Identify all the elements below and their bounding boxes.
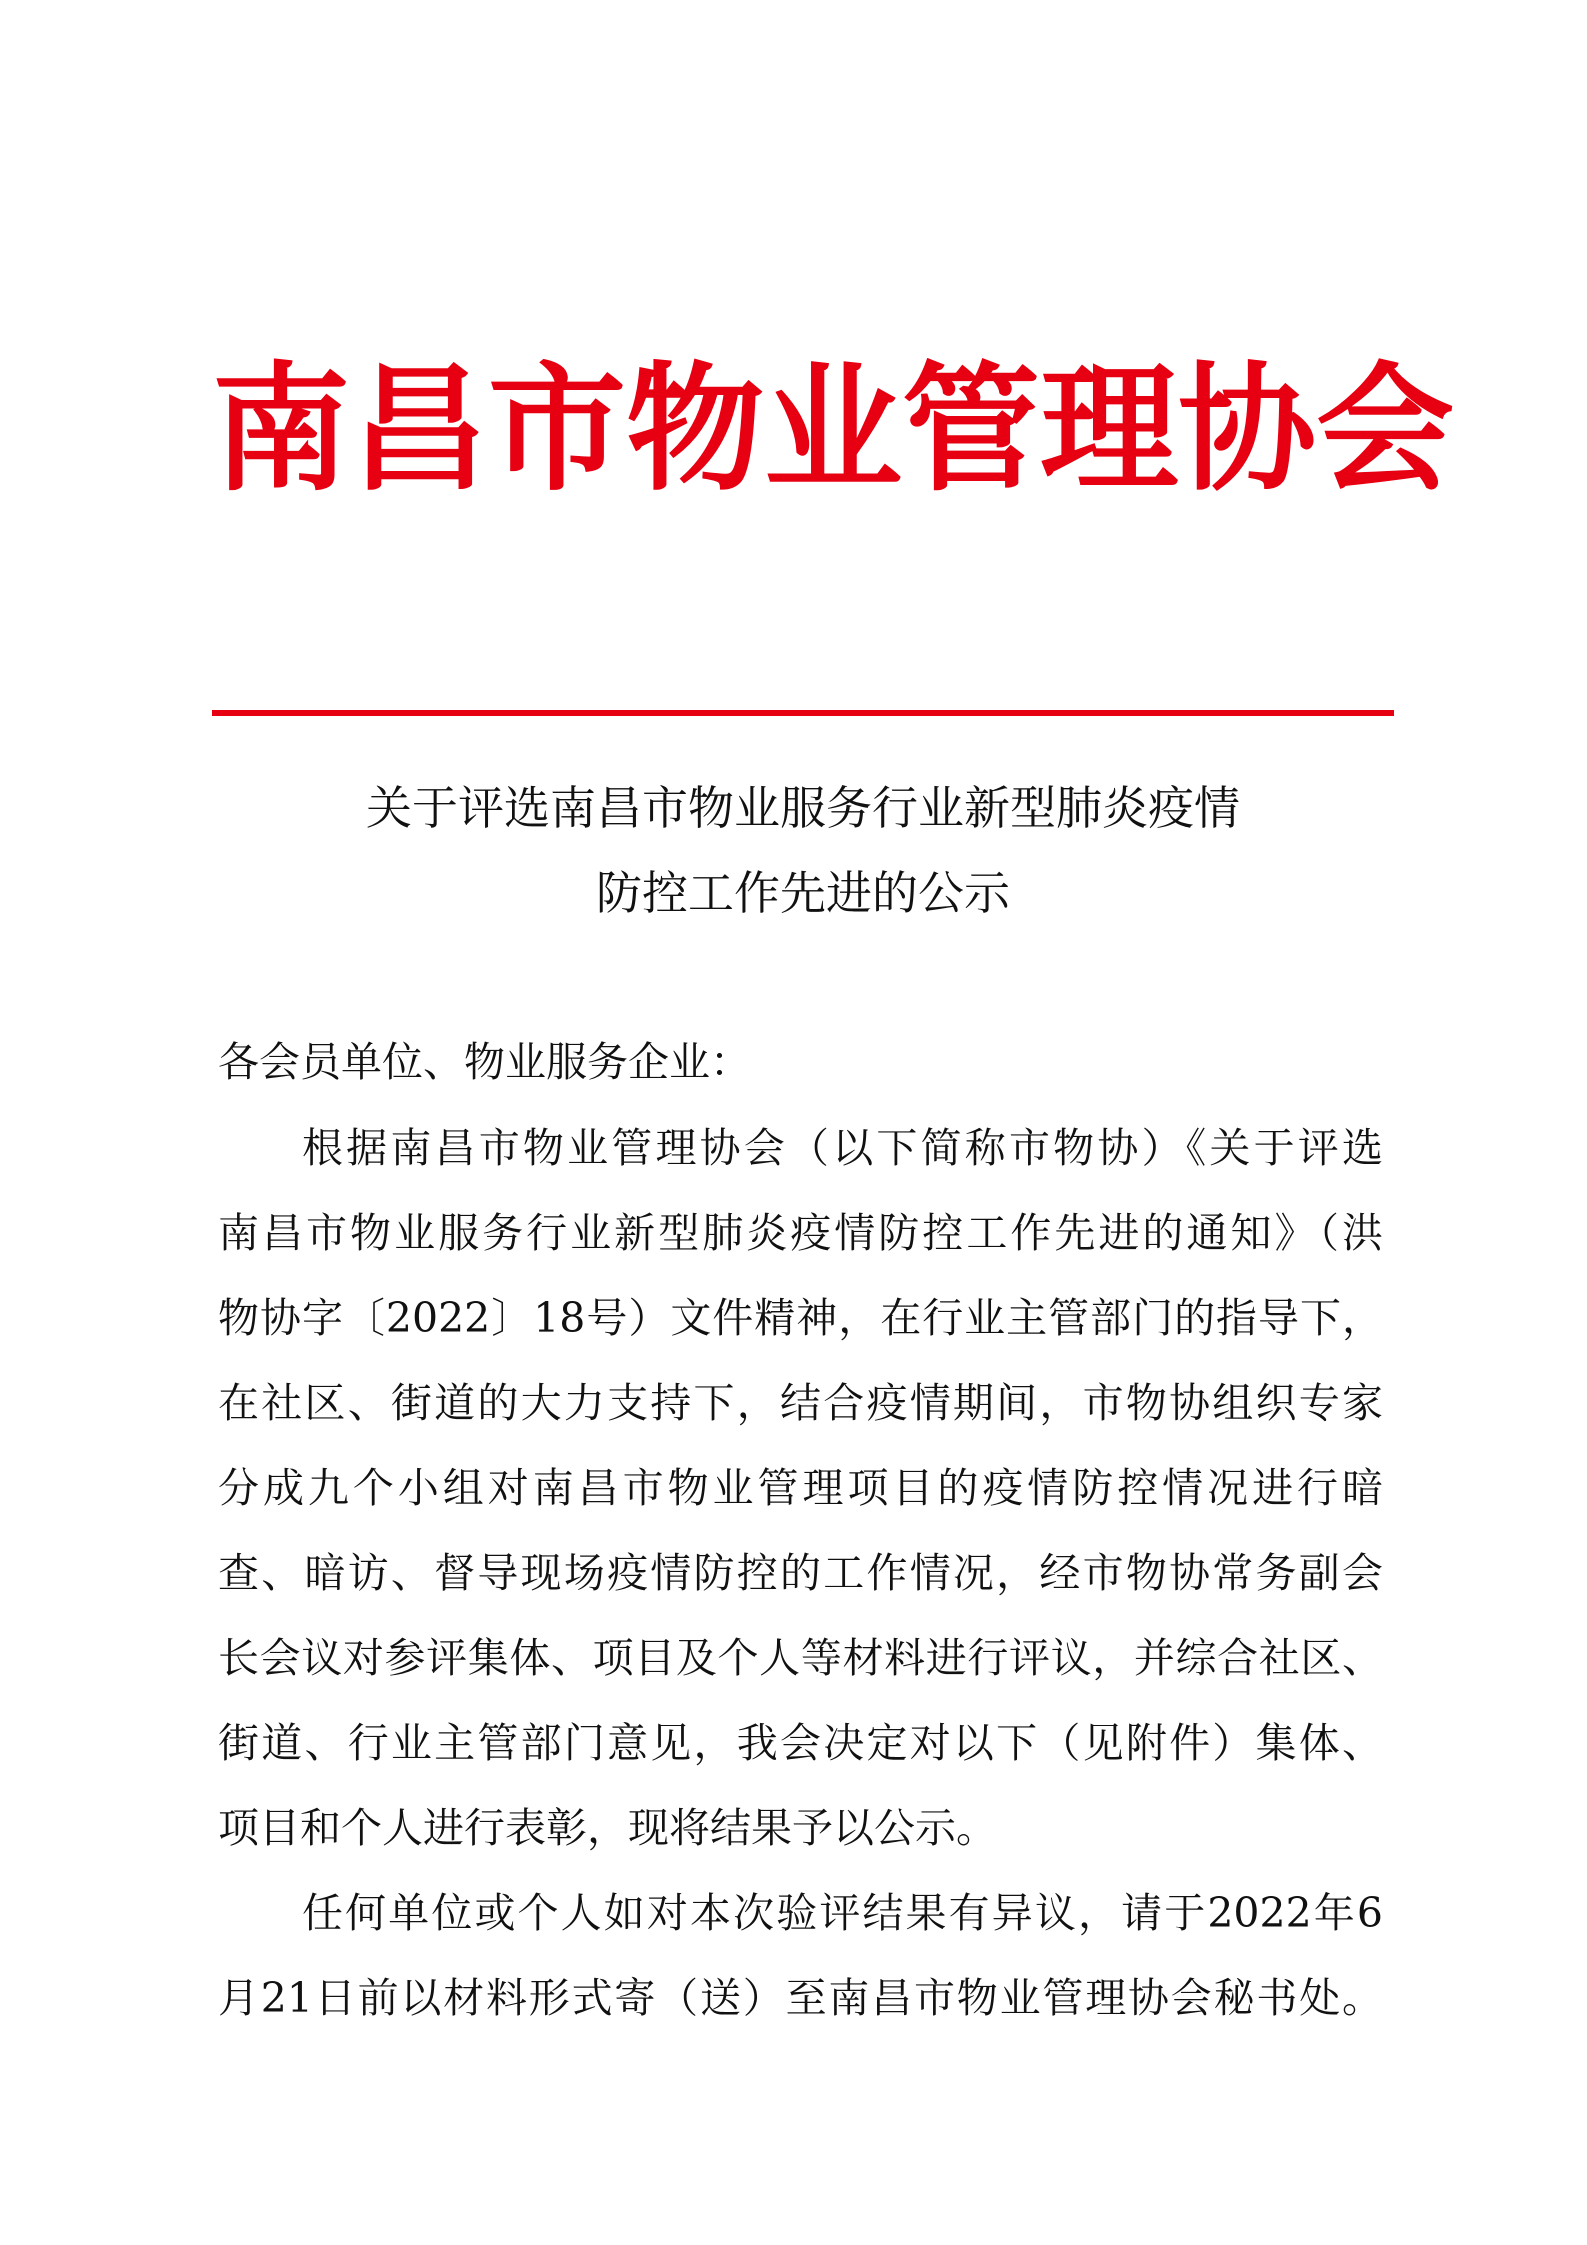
paragraph-1-line: 项目和个人进行表彰，现将结果予以公示。 (218, 1804, 997, 1852)
paragraph-1-line: 根据南昌市物业管理协会（以下简称市物协）《关于评选 (302, 1124, 1383, 1172)
letterhead-char: 物 (626, 349, 765, 510)
letterhead-char: 管 (902, 349, 1041, 510)
document-title-line-1: 关于评选南昌市物业服务行业新型肺炎疫情 (366, 781, 1240, 835)
paragraph-1-line: 物协字〔2022〕18号）文件精神，在行业主管部门的指导下， (218, 1294, 1383, 1342)
letterhead-title (212, 330, 1455, 530)
paragraph-2-line: 任何单位或个人如对本次验评结果有异议，请于2022年6 (302, 1889, 1383, 1937)
letterhead-char: 协 (1178, 349, 1317, 510)
letterhead-char: 市 (488, 349, 627, 510)
paragraph-1-line: 长会议对参评集体、项目及个人等材料进行评议，并综合社区、 (218, 1634, 1383, 1682)
letterhead-char: 南 (212, 349, 351, 510)
letterhead-divider (212, 710, 1394, 716)
paragraph-1-line: 南昌市物业服务行业新型肺炎疫情防控工作先进的通知》（洪 (218, 1209, 1383, 1257)
letterhead-char: 业 (764, 349, 903, 510)
paragraph-1-line: 分成九个小组对南昌市物业管理项目的疫情防控情况进行暗 (218, 1464, 1383, 1512)
letterhead-char: 理 (1040, 349, 1179, 510)
paragraph-2-line: 月21日前以材料形式寄（送）至南昌市物业管理协会秘书处。 (218, 1974, 1383, 2022)
paragraph-1-line: 在社区、街道的大力支持下，结合疫情期间，市物协组织专家 (218, 1379, 1383, 1427)
letterhead-char: 昌 (350, 349, 489, 510)
letterhead-char: 会 (1316, 349, 1455, 510)
paragraph-1-line: 街道、行业主管部门意见，我会决定对以下（见附件）集体、 (218, 1719, 1383, 1767)
document-title-line-2: 防控工作先进的公示 (596, 866, 1010, 920)
paragraph-1-line: 查、暗访、督导现场疫情防控的工作情况，经市物协常务副会 (218, 1549, 1383, 1597)
salutation: 各会员单位、物业服务企业： (218, 1038, 751, 1086)
